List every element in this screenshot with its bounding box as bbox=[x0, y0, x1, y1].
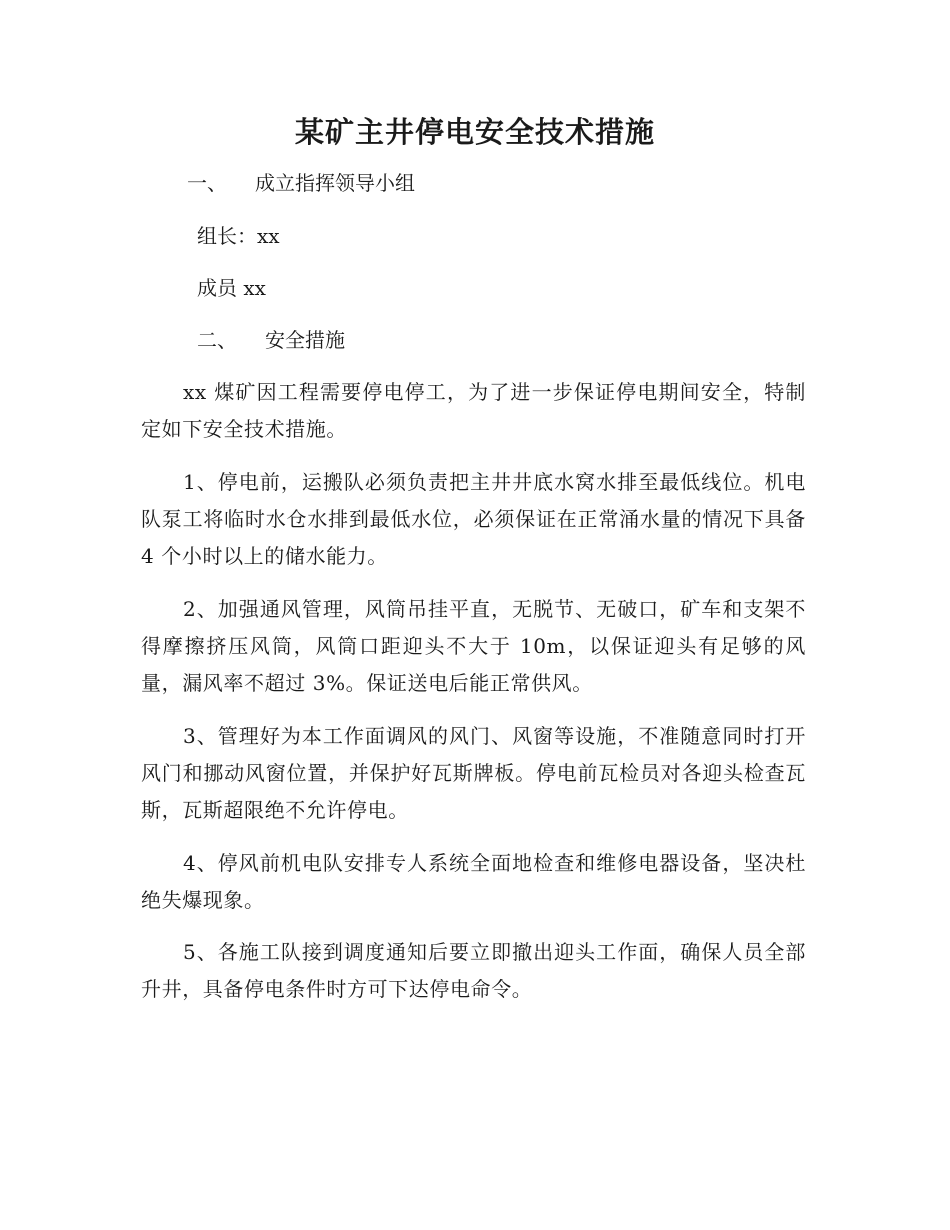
measure-item: 2、加强通风管理，风筒吊挂平直，无脱节、无破口，矿车和支架不得摩擦挤压风筒，风筒口距迎头不大于 10m，以保证迎头有足够的风量，漏风率不超过 3%。保证送电后能正常供风。 bbox=[141, 597, 806, 695]
section-heading-2 bbox=[197, 325, 345, 355]
section-heading-1 bbox=[187, 168, 415, 198]
section-title: 安全措施 bbox=[265, 328, 345, 352]
members-line: 成员 xx bbox=[197, 276, 266, 300]
measure-item: 5、各施工队接到调度通知后要立即撤出迎头工作面，确保人员全部升井，具备停电条件时方可下达停电命令。 bbox=[141, 940, 806, 1001]
measure-item: 4、停风前机电队安排专人系统全面地检查和维修电器设备，坚决杜绝失爆现象。 bbox=[141, 851, 806, 912]
intro-paragraph: xx 煤矿因工程需要停电停工，为了进一步保证停电期间安全，特制定如下安全技术措施。 bbox=[141, 380, 806, 441]
document-title: 某矿主井停电安全技术措施 bbox=[294, 115, 655, 149]
leader-line: 组长：xx bbox=[197, 224, 280, 248]
section-number: 一、 bbox=[187, 171, 227, 195]
section-title: 成立指挥领导小组 bbox=[255, 171, 415, 195]
measure-item: 3、管理好为本工作面调风的风门、风窗等设施，不准随意同时打开风门和挪动风窗位置，并保护好瓦斯牌板。停电前瓦检员对各迎头检查瓦斯，瓦斯超限绝不允许停电。 bbox=[141, 724, 806, 822]
measure-item: 1、停电前，运搬队必须负责把主井井底水窝水排至最低线位。机电队泵工将临时水仓水排到最低水位，必须保证在正常涌水量的情况下具备 4 个小时以上的储水能力。 bbox=[141, 470, 806, 568]
section-number: 二、 bbox=[197, 328, 237, 352]
